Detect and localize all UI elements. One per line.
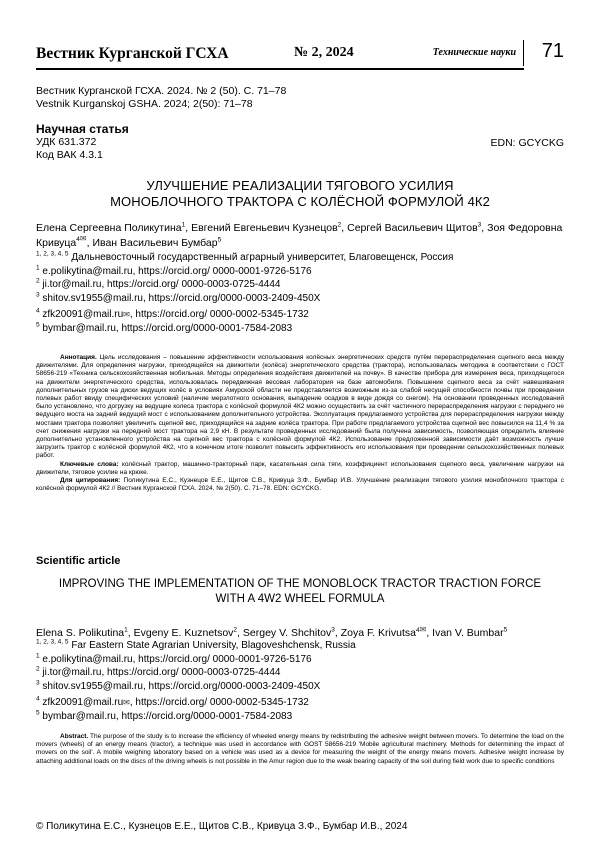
authors-ru: Елена Сергеевна Поликутина1, Евгений Евгеньевич Кузнецов2, Сергей Васильевич Щитов3, Зоя Федоровна Кривуца4✉, Иван Васильевич Бумбар5 — [36, 221, 564, 250]
running-header — [36, 38, 564, 68]
vak-code: Код ВАК 4.3.1 — [36, 149, 564, 162]
article-type-ru: Научная статья — [36, 123, 564, 136]
contact-en-2: 2 ji.tor@mail.ru, https://orcid.org/ 0000-0003-0725-4444 — [36, 666, 564, 680]
citation-block — [36, 85, 564, 110]
contact-en-1: 1 e.polikytina@mail.ru, https://orcid.org/ 0000-0001-9726-5176 — [36, 653, 564, 667]
issue-number: № 2, 2024 — [294, 45, 354, 61]
cite-ru: Для цитирования: Поликутина Е.С., Кузнецов Е.Е., Щитов С.В., Кривуца З.Ф., Бумбар И.В. Улучшение реализации тягового усилия моноблочного трактора с колёсной формулой 4К2 // Вестник Курганской ГСХА. 2024. № 2(50). С. 71–78. EDN: GCYCKG. — [36, 477, 564, 493]
keywords-ru: Ключевые слова: колёсный трактор, машинно-тракторный парк, касательная сила тяги, коэффициент использования сцепного веса, увеличение нагрузки на движители, тяговое усилие на крюке. — [36, 461, 564, 477]
abstract-ru: Аннотация. Цель исследования – повышение эффективности использования колёсных энергетических средств путём перераспределения сцепного веса между движителями. Для определения нагрузки, приходящейся на движители (колёса) энергетического средства (трактора), использовалась методика в соответствии с ГОСТ 58656-219 «Техника сельскохозяйственная мобильная. Методы определения воздействия движителей на почву». В качестве прибора для измерения веса, приходящегося на движители энергетического средства, использовалась передвижная весовая лаборатория на базе автомобиля. Повышение сцепного веса за счёт навешивания дополнительных грузов на диски ведущих колёс в условиях Амурской области не представляется возможным из-за слабой несущей способности почвы при проведении полевых работ ввиду специфических условий (наличие мерзлотного основания, выпадение осадков в виде дождя со снегом). На основании проведенных исследований было установлено, что догрузку на ведущие колеса трактора с колёсной формулой 4К2 можно осуществить за счёт частичного перераспределения нагрузки с переднего не ведущего моста на задний ведущий мост с использованием дополнительного устройства. Эксплуатация предлагаемого устройства для перераспределения нагрузки между мостами трактора позволяет увеличить сцепной вес, приходящийся на задние колёса трактора. При работе предлагаемого устройства сцепной вес повысился на 11,4 % за счет снижения нагрузки на передний мост трактора на 2,9 кН. В результате проведенных исследований была получена зависимость, позволяющая определить влияние дополнительно установленного устройства на сцепной вес трактора с колёсной формулой 4К2. Использование предложенной зависимости даёт возможность лучше загрузить трактор с колёсной формулой 4К2, что в конечном итоге позволит повысить эффективность его использования при проведении сельскохозяйственных полевых работ. — [36, 354, 564, 461]
title-en-line1: IMPROVING THE IMPLEMENTATION OF THE MONOBLOCK TRACTOR TRACTION FORCE — [36, 577, 564, 592]
citation-en: Vestnik Kurganskoj GSHA. 2024; 2(50): 71–78 — [36, 98, 564, 111]
author-en-3: Sergey V. Shchitov — [243, 627, 331, 639]
contact-ru-2: 2 ji.tor@mail.ru, https://orcid.org/ 0000-0003-0725-4444 — [36, 278, 564, 292]
affiliations-en — [36, 639, 564, 723]
mail-icon: ✉ — [123, 310, 130, 319]
author-en-2: Evgeny E. Kuznetsov — [134, 627, 234, 639]
contact-ru-5: 5 bymbar@mail.ru, https://orcid.org/0000-0001-7584-2083 — [36, 322, 564, 336]
citation-ru: Вестник Курганской ГСХА. 2024. № 2 (50). С. 71–78 — [36, 85, 564, 98]
title-ru-line1: УЛУЧШЕНИЕ РЕАЛИЗАЦИИ ТЯГОВОГО УСИЛИЯ — [36, 178, 564, 194]
abstract-ru-block — [36, 354, 564, 493]
contact-ru-4: 4 zfk20091@mail.ru✉, https://orcid.org/ 0000-0002-5345-1732 — [36, 308, 564, 322]
page-number: 71 — [542, 40, 564, 63]
journal-name: Вестник Курганской ГСХА — [36, 45, 229, 63]
contact-ru-3: 3 shitov.sv1955@mail.ru, https://orcid.org/0000-0003-2409-450X — [36, 292, 564, 306]
author-ru-3: Сергей Васильевич Щитов — [347, 222, 478, 234]
contact-ru-1: 1 e.polikytina@mail.ru, https://orcid.org/ 0000-0001-9726-5176 — [36, 265, 564, 279]
contact-en-5: 5 bymbar@mail.ru, https://orcid.org/0000-0001-7584-2083 — [36, 710, 564, 724]
mail-icon: ✉ — [123, 698, 130, 707]
header-rule — [36, 68, 524, 70]
author-ru-5: Иван Васильевич Бумбар — [92, 237, 217, 249]
author-en-5: Ivan V. Bumbar — [432, 627, 503, 639]
article-type-en: Scientific article — [36, 555, 564, 567]
title-en — [36, 577, 564, 606]
author-ru-2: Евгений Евгеньевич Кузнецов — [191, 222, 338, 234]
title-ru — [36, 178, 564, 210]
section-name: Технические науки — [433, 47, 516, 58]
title-ru-line2: МОНОБЛОЧНОГО ТРАКТОРА С КОЛЁСНОЙ ФОРМУЛОЙ 4К2 — [36, 194, 564, 210]
authors-en: Elena S. Polikutina1, Evgeny E. Kuznetsov2, Sergey V. Shchitov3, Zoya F. Krivutsa4✉, Ivan V. Bumbar5 — [36, 626, 564, 641]
article-meta — [36, 123, 564, 161]
title-en-line2: WITH A 4W2 WHEEL FORMULA — [36, 592, 564, 607]
author-en-4: Zoya F. Krivutsa — [341, 627, 416, 639]
affiliation-ru: 1, 2, 3, 4, 5 Дальневосточный государственный аграрный университет, Благовещенск, Россия — [36, 251, 564, 265]
header-divider — [523, 40, 524, 66]
contact-en-3: 3 shitov.sv1955@mail.ru, https://orcid.org/0000-0003-2409-450X — [36, 680, 564, 694]
mail-icon: ✉ — [80, 234, 87, 243]
mail-icon: ✉ — [420, 625, 427, 634]
abstract-en-block — [36, 733, 564, 766]
udk: УДК 631.372 — [36, 136, 564, 149]
copyright-footer: © Поликутина Е.С., Кузнецов Е.Е., Щитов С.В., Кривуца З.Ф., Бумбар И.В., 2024 — [36, 821, 407, 832]
contact-en-4: 4 zfk20091@mail.ru✉, https://orcid.org/ 0000-0002-5345-1732 — [36, 696, 564, 710]
author-en-1: Elena S. Polikutina — [36, 627, 124, 639]
affiliations-ru — [36, 251, 564, 335]
page — [0, 0, 600, 849]
author-ru-1: Елена Сергеевна Поликутина — [36, 222, 182, 234]
author-ru-4: Зоя Федоровна Кривуца — [36, 222, 562, 249]
edn-code: EDN: GCYCKG — [490, 137, 564, 149]
affiliation-en: 1, 2, 3, 4, 5 Far Eastern State Agrarian University, Blagoveshchensk, Russia — [36, 639, 564, 653]
abstract-en: Abstract. The purpose of the study is to increase the efficiency of wheeled energy means by redistributing the adhesive weight between movers. To determine the load on the movers (wheels) of an energy means (tractor), a technique was used in accordance with GOST 58656-219 'Mobile agricultural machinery. Methods for determining the impact of movers on the soil'. A mobile weighing laboratory based on a vehicle was used as a device for measuring the weight of the energy means movers. Adhesive weight increase by attaching additional loads on the discs of the driving wheels is not possible in the Amur region due to the weak bearing capacity of the soil during field work due to specific conditions — [36, 733, 564, 766]
